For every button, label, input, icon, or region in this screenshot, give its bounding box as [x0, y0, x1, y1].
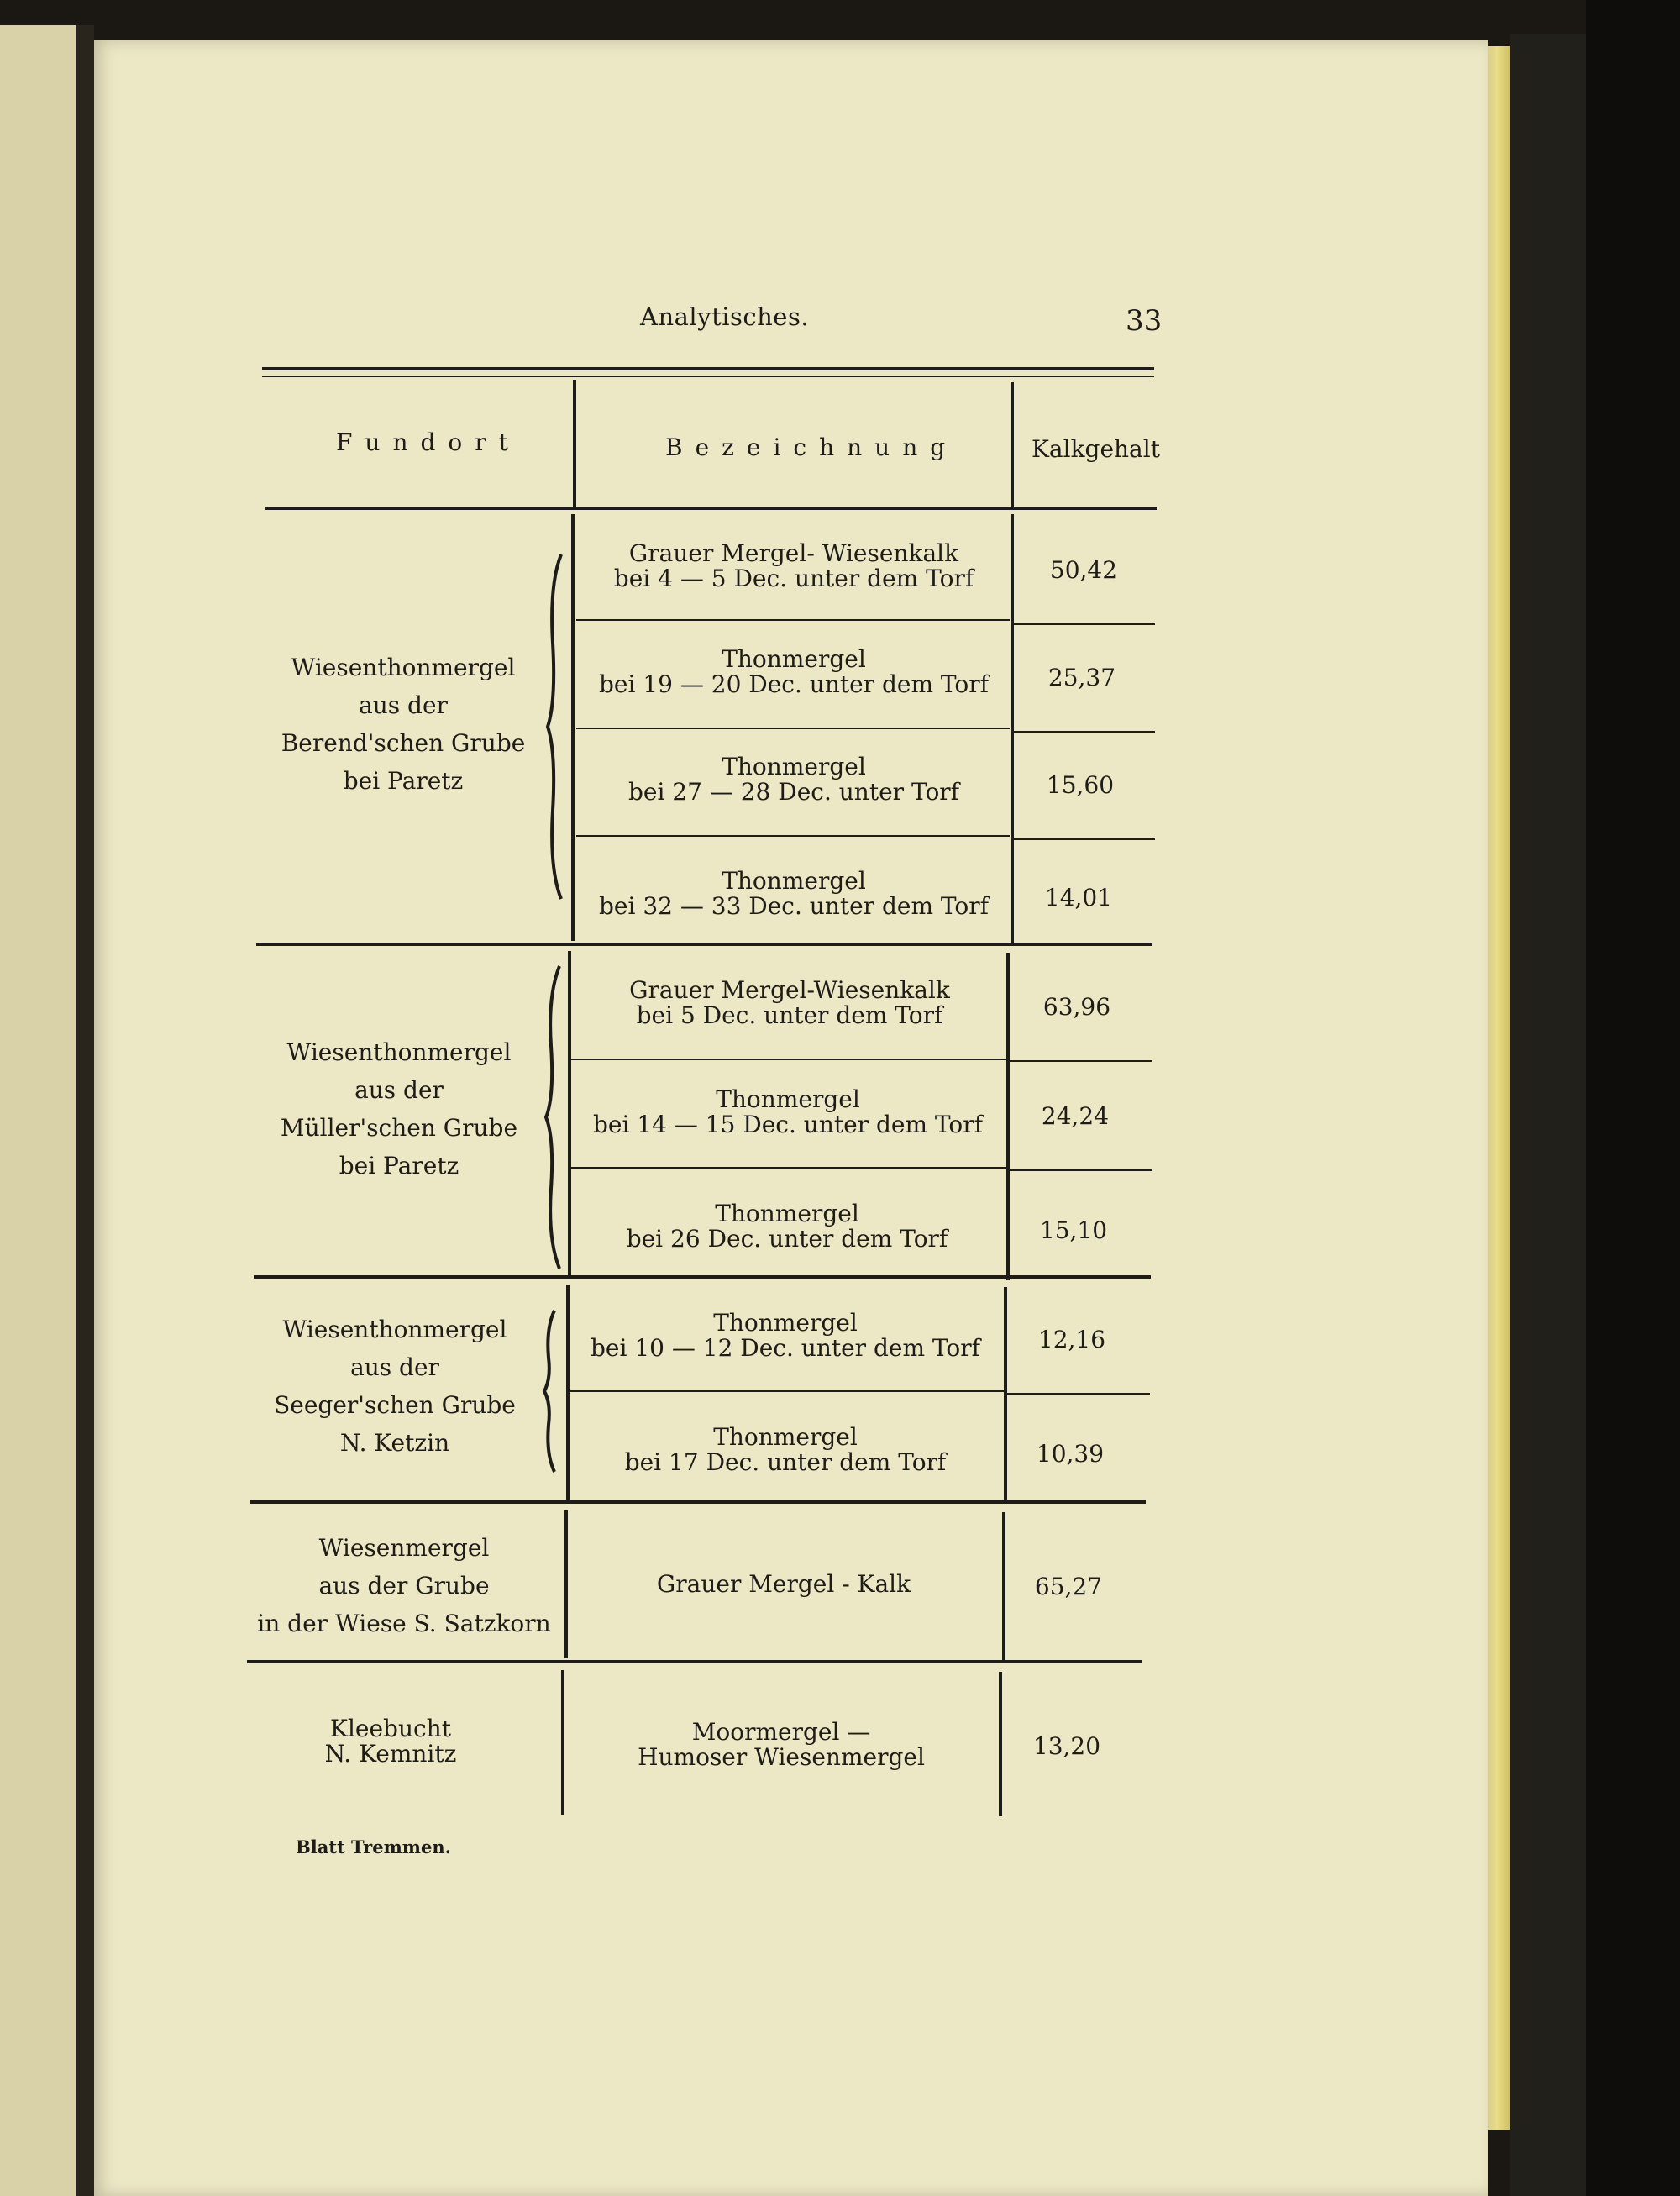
row-separator: [1014, 838, 1155, 840]
row-separator: [1007, 1393, 1150, 1395]
col-divider: [571, 514, 575, 941]
curly-brace: [541, 1307, 563, 1475]
col-divider: [564, 1510, 568, 1658]
row-separator: [1014, 731, 1155, 733]
running-header: Analytisches.: [640, 302, 810, 331]
col-divider: [1011, 514, 1014, 943]
group-separator: [256, 943, 1152, 946]
col-divider: [1011, 382, 1014, 510]
fundort-cell: Wiesenthonmergel aus der Seeger'schen Grube N. Ketzin: [274, 1316, 516, 1457]
fundort-cell: Wiesenmergel aus der Grube in der Wiese S. Satzkorn: [257, 1534, 551, 1637]
column-header-fundort: Fundort: [336, 428, 521, 456]
group-separator: [250, 1500, 1146, 1504]
group-separator: [247, 1660, 1142, 1663]
row-separator: [576, 619, 1010, 621]
kalkgehalt-value: 24,24: [1041, 1102, 1110, 1130]
previous-page-edge: [0, 25, 76, 2196]
kalkgehalt-value: 13,20: [1032, 1732, 1101, 1760]
book-cover-edge: [1510, 34, 1586, 2196]
curly-brace: [544, 550, 570, 903]
kalkgehalt-value: 63,96: [1042, 993, 1111, 1021]
bezeichnung-cell: Thonmergel bei 26 Dec. unter dem Torf: [626, 1200, 948, 1253]
column-header-kalkgehalt: Kalkgehalt: [1032, 435, 1160, 463]
page-block-edge: [1488, 46, 1510, 2130]
row-separator: [571, 1059, 1006, 1060]
fundort-cell: Wiesenthonmergel aus der Müller'schen Grube bei Paretz: [280, 1038, 518, 1179]
table-top-rule-thick: [262, 367, 1154, 370]
bezeichnung-cell: Thonmergel bei 19 — 20 Dec. unter dem Torf: [598, 645, 990, 698]
footer-note: Blatt Tremmen.: [296, 1836, 451, 1857]
row-separator: [1010, 1060, 1152, 1062]
table-top-rule-thin: [262, 376, 1154, 377]
row-separator: [570, 1390, 1005, 1392]
bezeichnung-cell: Thonmergel bei 27 — 28 Dec. unter Torf: [627, 753, 960, 806]
bezeichnung-cell: Thonmergel bei 14 — 15 Dec. unter dem Torf: [592, 1085, 984, 1138]
kalkgehalt-value: 15,10: [1039, 1216, 1108, 1244]
kalkgehalt-value: 15,60: [1046, 771, 1115, 799]
book-gutter: [76, 25, 94, 2196]
fundort-cell: Kleebucht N. Kemnitz: [324, 1715, 457, 1768]
curly-brace: [543, 962, 568, 1273]
group-separator: [254, 1275, 1151, 1279]
col-divider: [561, 1670, 564, 1815]
scan-background: [1586, 0, 1680, 2196]
header-bottom-rule: [265, 507, 1157, 510]
bezeichnung-cell: Grauer Mergel-Wiesenkalk bei 5 Dec. unter dem Torf: [629, 976, 950, 1029]
col-divider: [566, 1285, 570, 1500]
column-header-bezeichnung: Bezeichnung: [665, 433, 958, 461]
bezeichnung-cell: Grauer Mergel- Wiesenkalk bei 4 — 5 Dec. unter dem Torf: [613, 539, 974, 592]
page-number: 33: [1126, 304, 1163, 338]
row-separator: [1010, 1169, 1152, 1171]
col-divider: [1004, 1287, 1007, 1504]
bezeichnung-cell: Moormergel — Humoser Wiesenmergel: [638, 1718, 925, 1771]
col-divider: [568, 951, 571, 1275]
col-divider: [573, 380, 576, 507]
row-separator: [576, 728, 1010, 729]
bezeichnung-cell: Thonmergel bei 32 — 33 Dec. unter dem Torf: [598, 867, 990, 920]
kalkgehalt-value: 25,37: [1047, 664, 1116, 691]
kalkgehalt-value: 10,39: [1036, 1440, 1105, 1468]
fundort-cell: Wiesenthonmergel aus der Berend'schen Grube bei Paretz: [281, 654, 526, 795]
kalkgehalt-value: 12,16: [1037, 1326, 1106, 1353]
bezeichnung-cell: Grauer Mergel - Kalk: [656, 1570, 911, 1598]
kalkgehalt-value: 14,01: [1044, 884, 1113, 911]
kalkgehalt-value: 50,42: [1049, 556, 1118, 584]
bezeichnung-cell: Thonmergel bei 10 — 12 Dec. unter dem Torf: [590, 1309, 981, 1362]
kalkgehalt-value: 65,27: [1034, 1573, 1103, 1600]
row-separator: [1014, 623, 1155, 625]
row-separator: [576, 835, 1010, 837]
bezeichnung-cell: Thonmergel bei 17 Dec. unter dem Torf: [624, 1423, 947, 1476]
row-separator: [571, 1167, 1006, 1169]
